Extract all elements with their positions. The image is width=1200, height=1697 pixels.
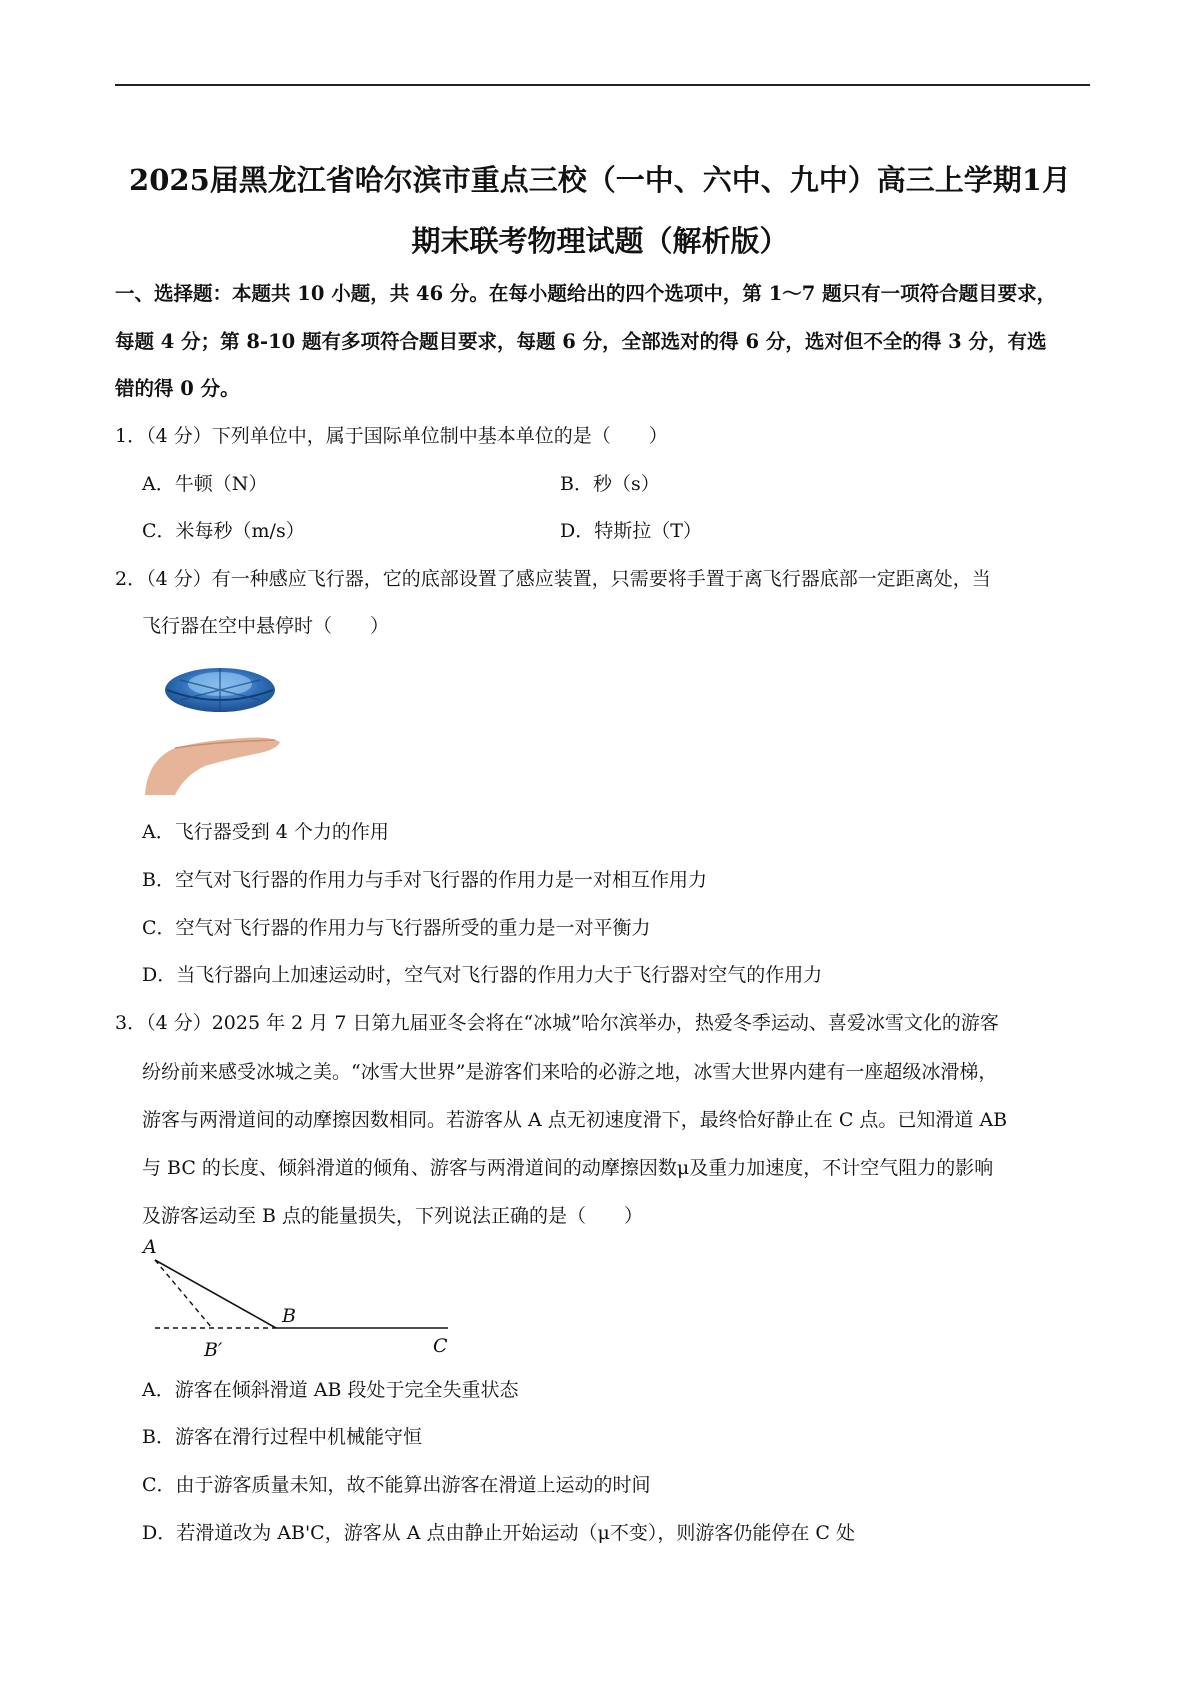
section-instructions-line-1: 一、选择题：本题共 10 小题，共 46 分。在每小题给出的四个选项中，第 1～7 题只有一项符合题目要求，: [115, 282, 1057, 305]
question-2-option-c[interactable]: C．空气对飞行器的作用力与飞行器所受的重力是一对平衡力: [142, 917, 651, 939]
question-3-stem-line-3: 游客与两滑道间的动摩擦因数相同。若游客从 A 点无初速度滑下，最终恰好静止在 C 点。已知滑道 AB: [142, 1109, 1008, 1131]
question-1-option-c[interactable]: C．米每秒（m/s）: [142, 520, 305, 542]
question-1-stem: 1．（4 分）下列单位中，属于国际单位制中基本单位的是（ ）: [115, 425, 668, 447]
section-instructions-line-2: 每题 4 分；第 8-10 题有多项符合题目要求，每题 6 分，全部选对的得 6 分，选对但不全的得 3 分，有选: [115, 330, 1047, 353]
label-b: B: [282, 1305, 296, 1327]
slide-track-diagram: [140, 1236, 460, 1366]
question-1-option-d[interactable]: D．特斯拉（T）: [560, 520, 702, 542]
label-c: C: [433, 1335, 448, 1357]
question-2-stem-line-2: 飞行器在空中悬停时（ ）: [142, 615, 390, 637]
question-3-stem-line-4: 与 BC 的长度、倾斜滑道的倾角、游客与两滑道间的动摩擦因数μ及重力加速度，不计空气阻力的影响: [142, 1157, 994, 1179]
incline-ab-prime-line: [155, 1260, 212, 1328]
page-title-line-2: 期末联考物理试题（解析版）: [411, 224, 789, 258]
question-3-option-d[interactable]: D．若滑道改为 AB'C，游客从 A 点由静止开始运动（μ不变），则游客仍能停在 C 处: [142, 1522, 855, 1544]
question-2-option-d[interactable]: D．当飞行器向上加速运动时，空气对飞行器的作用力大于飞行器对空气的作用力: [142, 964, 823, 986]
label-b-prime: B′: [204, 1339, 223, 1361]
page-title-line-1: 2025届黑龙江省哈尔滨市重点三校（一中、六中、九中）高三上学期1月: [129, 163, 1071, 197]
question-3-option-b[interactable]: B．游客在滑行过程中机械能守恒: [142, 1426, 422, 1448]
question-2-option-b[interactable]: B．空气对飞行器的作用力与手对飞行器的作用力是一对相互作用力: [142, 869, 707, 891]
question-3-stem-line-5: 及游客运动至 B 点的能量损失，下列说法正确的是（ ）: [142, 1205, 644, 1227]
incline-ab-line: [155, 1260, 276, 1328]
question-3-stem-line-2: 纷纷前来感受冰城之美。“冰雪大世界”是游客们来哈的必游之地，冰雪大世界内建有一座超级冰滑梯，: [142, 1061, 998, 1083]
question-1-option-a[interactable]: A．牛顿（N）: [142, 473, 268, 495]
question-3-option-a[interactable]: A．游客在倾斜滑道 AB 段处于完全失重状态: [142, 1379, 519, 1401]
question-2-stem-line-1: 2．（4 分）有一种感应飞行器，它的底部设置了感应装置，只需要将手置于离飞行器底部一定距离处，当: [115, 568, 991, 590]
label-a: A: [143, 1236, 157, 1258]
section-instructions-line-3: 错的得 0 分。: [115, 377, 240, 400]
question-3-option-c[interactable]: C．由于游客质量未知，故不能算出游客在滑道上运动的时间: [142, 1474, 651, 1496]
question-2-option-a[interactable]: A．飞行器受到 4 个力的作用: [142, 821, 389, 843]
header-rule: [115, 84, 1090, 86]
question-3-stem-line-1: 3．（4 分）2025 年 2 月 7 日第九届亚冬会将在“冰城”哈尔滨举办，热爱冬季运动、喜爱冰雪文化的游客: [115, 1012, 999, 1034]
question-1-option-b[interactable]: B．秒（s）: [560, 473, 660, 495]
flying-toy-hand-image: [145, 660, 295, 795]
